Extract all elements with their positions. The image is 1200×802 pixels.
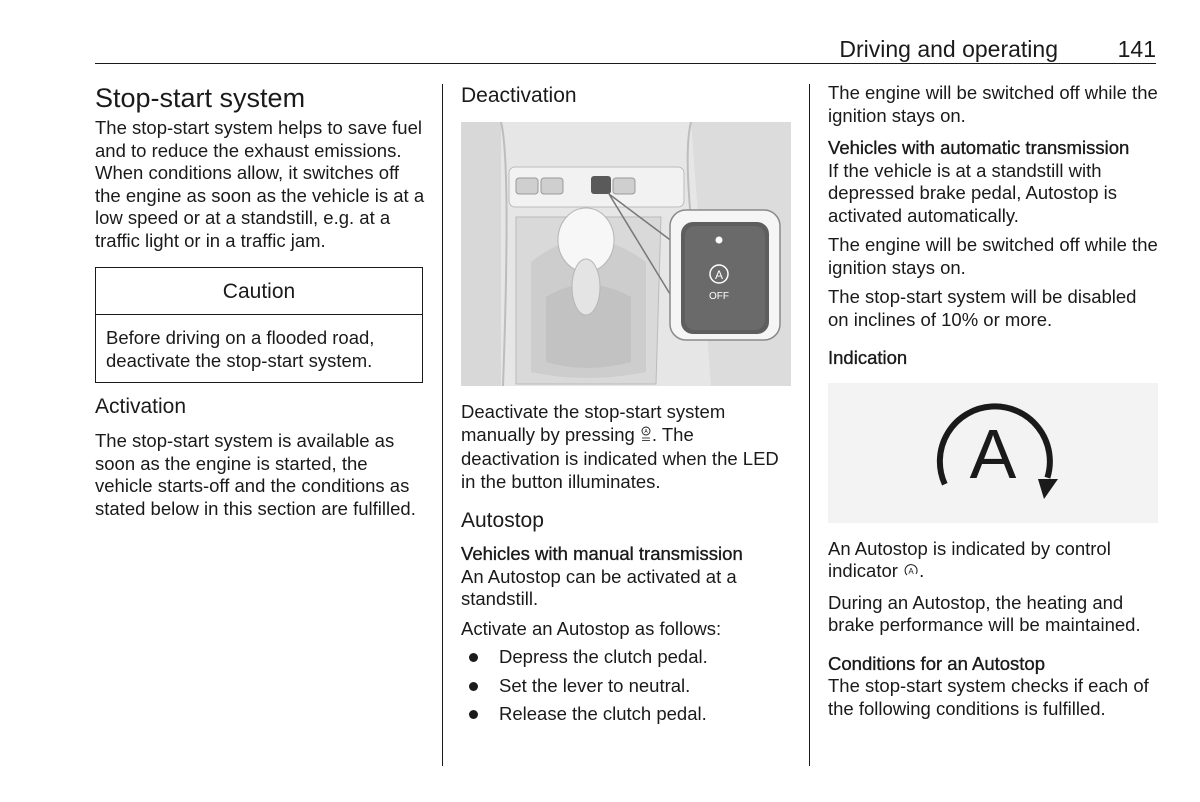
section-heading: Stop-start system [95,83,306,113]
activation-heading: Activation [95,395,187,418]
caution-title: Caution [96,268,422,315]
step-text: Depress the clutch pedal. [499,646,708,667]
step-text: Set the lever to neutral. [499,674,691,696]
deactivation-text-start: Deactivate the stop-start system manually by pressing [461,401,726,445]
engine-off-paragraph-2: The engine will be switched off while the ignition stays on. [828,234,1158,278]
console-illustration [461,122,791,386]
bullet-icon [469,710,478,719]
steps-list [461,646,791,726]
list-item [461,646,791,669]
button-symbol: A [714,268,724,282]
automatic-transmission-text: If the vehicle is at a standstill with depressed brake pedal, Autostop is activated automatically. [828,159,1117,226]
step-text: Release the clutch pedal. [499,703,707,724]
page-header [95,32,1156,64]
deactivation-heading: Deactivation [461,84,577,107]
autostop-inline-icon [903,562,919,585]
svg-text:A: A [644,428,648,435]
list-item [461,675,791,698]
svg-text:A: A [908,567,914,576]
column-divider [442,84,443,766]
page-number: 141 [1117,36,1156,62]
manual-transmission-text: An Autostop can be activated at a standstill. [461,565,737,609]
automatic-transmission-heading: Vehicles with automatic transmission [828,137,1130,158]
column-right [828,82,1158,720]
bullet-icon [469,682,478,691]
activation-paragraph: The stop-start system is available as soon as the engine is started, the vehicle starts-off and the conditions as stated below in this section are fulfilled. [95,430,416,519]
caution-box [95,267,423,383]
autostop-indicator-icon [828,383,1158,523]
heating-paragraph: During an Autostop, the heating and brake performance will be maintained. [828,591,1141,635]
inclines-paragraph: The stop-start system will be disabled on inclines of 10% or more. [828,286,1137,330]
column-divider [809,84,810,766]
autostop-indicator-figure [828,383,1158,523]
caution-text: Before driving on a flooded road, deactivate the stop-start system. [106,327,375,371]
indication-paragraph [828,538,1158,585]
indicator-letter: A [969,414,1017,493]
column-left [95,82,425,520]
list-item [461,703,791,726]
deactivation-paragraph [461,401,791,493]
bullet-icon [469,653,478,662]
engine-off-paragraph: The engine will be switched off while the ignition stays on. [828,82,1158,126]
conditions-paragraph: The stop-start system checks if each of the following conditions is fulfilled. [828,675,1149,719]
indication-heading: Indication [828,347,908,368]
deactivation-text-end: . The deactivation is indicated when the LED in the button illuminates. [461,423,779,492]
steps-intro: Activate an Autostop as follows: [461,617,722,639]
autostop-heading: Autostop [461,509,544,532]
manual-transmission-heading: Vehicles with manual transmission [461,543,743,564]
stop-start-off-icon [640,426,652,449]
section-title: Driving and operating [839,36,1058,62]
indication-text-end: . [919,560,925,581]
intro-paragraph: The stop-start system helps to save fuel and to reduce the exhaust emissions. When conditions allow, it switches off the engine as soon as the vehicle is at a low speed or at a standstill, e.g. at a traffic light or in a traffic jam. [95,117,425,251]
button-off-label: OFF [709,291,729,302]
conditions-heading: Conditions for an Autostop [828,652,1046,674]
indication-text-start: An Autostop is indicated by control indicator [828,537,1111,581]
column-middle [461,82,791,726]
